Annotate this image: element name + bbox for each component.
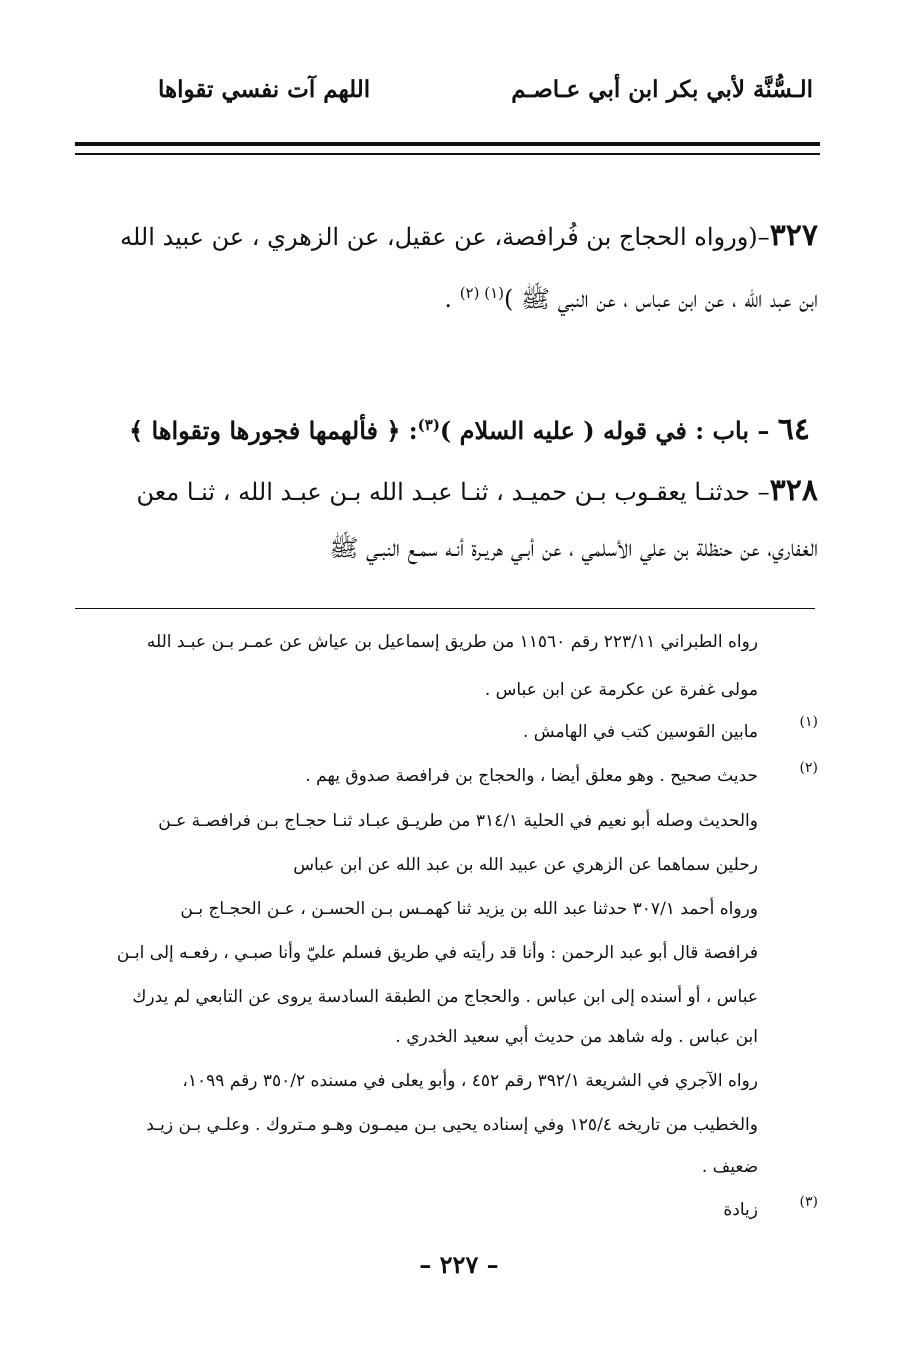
sentence-end: .: [444, 285, 453, 313]
chapter-64-heading: [129, 412, 810, 447]
hadith-text: الغفاري، عن حنظلة بن علي الأسلمي ، عن أبـي هريـرة أنـه سمـع النبـي ﷺ: [329, 534, 818, 562]
footnote-2-line-6: عباس ، أو أسنده إلى ابن عباس . والحجاج من الطبقة السادسة يروى عن التابعي لم يدرك: [132, 987, 758, 1007]
page-number: – ٢٢٧ –: [419, 1250, 499, 1279]
hadith-number: ٣٢٧: [769, 218, 818, 253]
footnote-refs: (١) (٢): [459, 284, 505, 302]
footnote-2-line-4: ورواه أحمد ٣٠٧/١ حدثنا عبد الله بن يزيد ثنا كهمـس بـن الحسـن ، عـن الحجـاج بـن: [180, 899, 758, 919]
hadith-number: ٣٢٨: [769, 473, 818, 508]
hadith-328-line-2: [329, 533, 818, 568]
footnote-2-line-10: ضعيف .: [701, 1157, 758, 1177]
footnote-2-line-7: ابن عباس . وله شاهد من حديث أبي سعيد الخدري .: [395, 1027, 758, 1047]
hadith-328-line-1: [136, 473, 818, 508]
chapter-number: ٦٤: [777, 412, 810, 447]
header-rule-thin: [75, 153, 820, 155]
hadith-text: –(ورواه الحجاج بن فُرافصة، عن عقيل، عن الزهري ، عن عبيد الله: [120, 223, 770, 251]
footnote-ref: (٣): [417, 416, 440, 434]
footnote-separator: [75, 608, 815, 609]
footnote-3-text: زيادة: [723, 1200, 758, 1220]
footnote-marker-1: (١): [799, 714, 818, 730]
footnote-marker-3: (٣): [799, 1194, 818, 1210]
footnote-1-text: مابين القوسين كتب في الهامش .: [522, 722, 758, 742]
footnote-2-line-9: والخطيب من تاريخه ١٢٥/٤ وفي إسناده يحيى بـن ميمـون وهـو مـتروك . وعلـي بـن زيـد: [146, 1115, 758, 1135]
footnote-2-line-1: حديث صحيح . وهو معلق أيضا ، والحجاج بن فرافصة صدوق يهم .: [305, 766, 758, 786]
hadith-327-line-2: [444, 284, 818, 319]
chapter-title: – باب : في قوله ( عليه السلام ): [439, 416, 770, 445]
footnote-2-line-3: رحلين سماهما عن الزهري عن عبيد الله بن عبد الله عن ابن عباس: [293, 855, 758, 875]
header-rule-thick: [75, 142, 820, 146]
hadith-text: – حدثنـا يعقـوب بـن حميـد ، ثنـا عبـد الله بـن عبـد الله ، ثنـا معن: [136, 478, 770, 506]
hadith-text: ابن عبد الله ، عن ابن عباس ، عن النبي ﷺ ): [504, 285, 818, 313]
footnote-marker-2: (٢): [799, 760, 818, 776]
quran-quote: : ﴿ فألهمها فجورها وتقواها ﴾: [129, 416, 418, 445]
hadith-327-line-1: [120, 218, 818, 253]
running-header-chapter: اللهم آت نفسي تقواها: [158, 76, 371, 103]
footnote-2-line-8: رواه الآجري في الشريعة ٣٩٢/١ رقم ٤٥٢ ، وأبو يعلى في مسنده ٣٥٠/٢ رقم ١٠٩٩،: [182, 1071, 758, 1091]
running-header-book-title: الـسُّنَّة لأبي بكر ابن أبي عـاصـم: [511, 76, 813, 103]
footnote-continued-line-2: مولى غفرة عن عكرمة عن ابن عباس .: [484, 680, 758, 700]
footnote-2-line-5: فرافصة قال أبو عبد الرحمن : وأنا قد رأيته في طريق فسلم عليّ وأنا صبـي ، رفعـه إلى ابـن: [116, 943, 758, 963]
footnote-2-line-2: والحديث وصله أبو نعيم في الحلية ٣١٤/١ من طريـق عبـاد ثنـا حجـاج بـن فرافصـة عـن: [158, 811, 758, 831]
footnote-continued-line-1: رواه الطبراني ٢٢٣/١١ رقم ١١٥٦٠ من طريق إسماعيل بن عياش عن عمـر بـن عبـد الله: [146, 632, 758, 652]
